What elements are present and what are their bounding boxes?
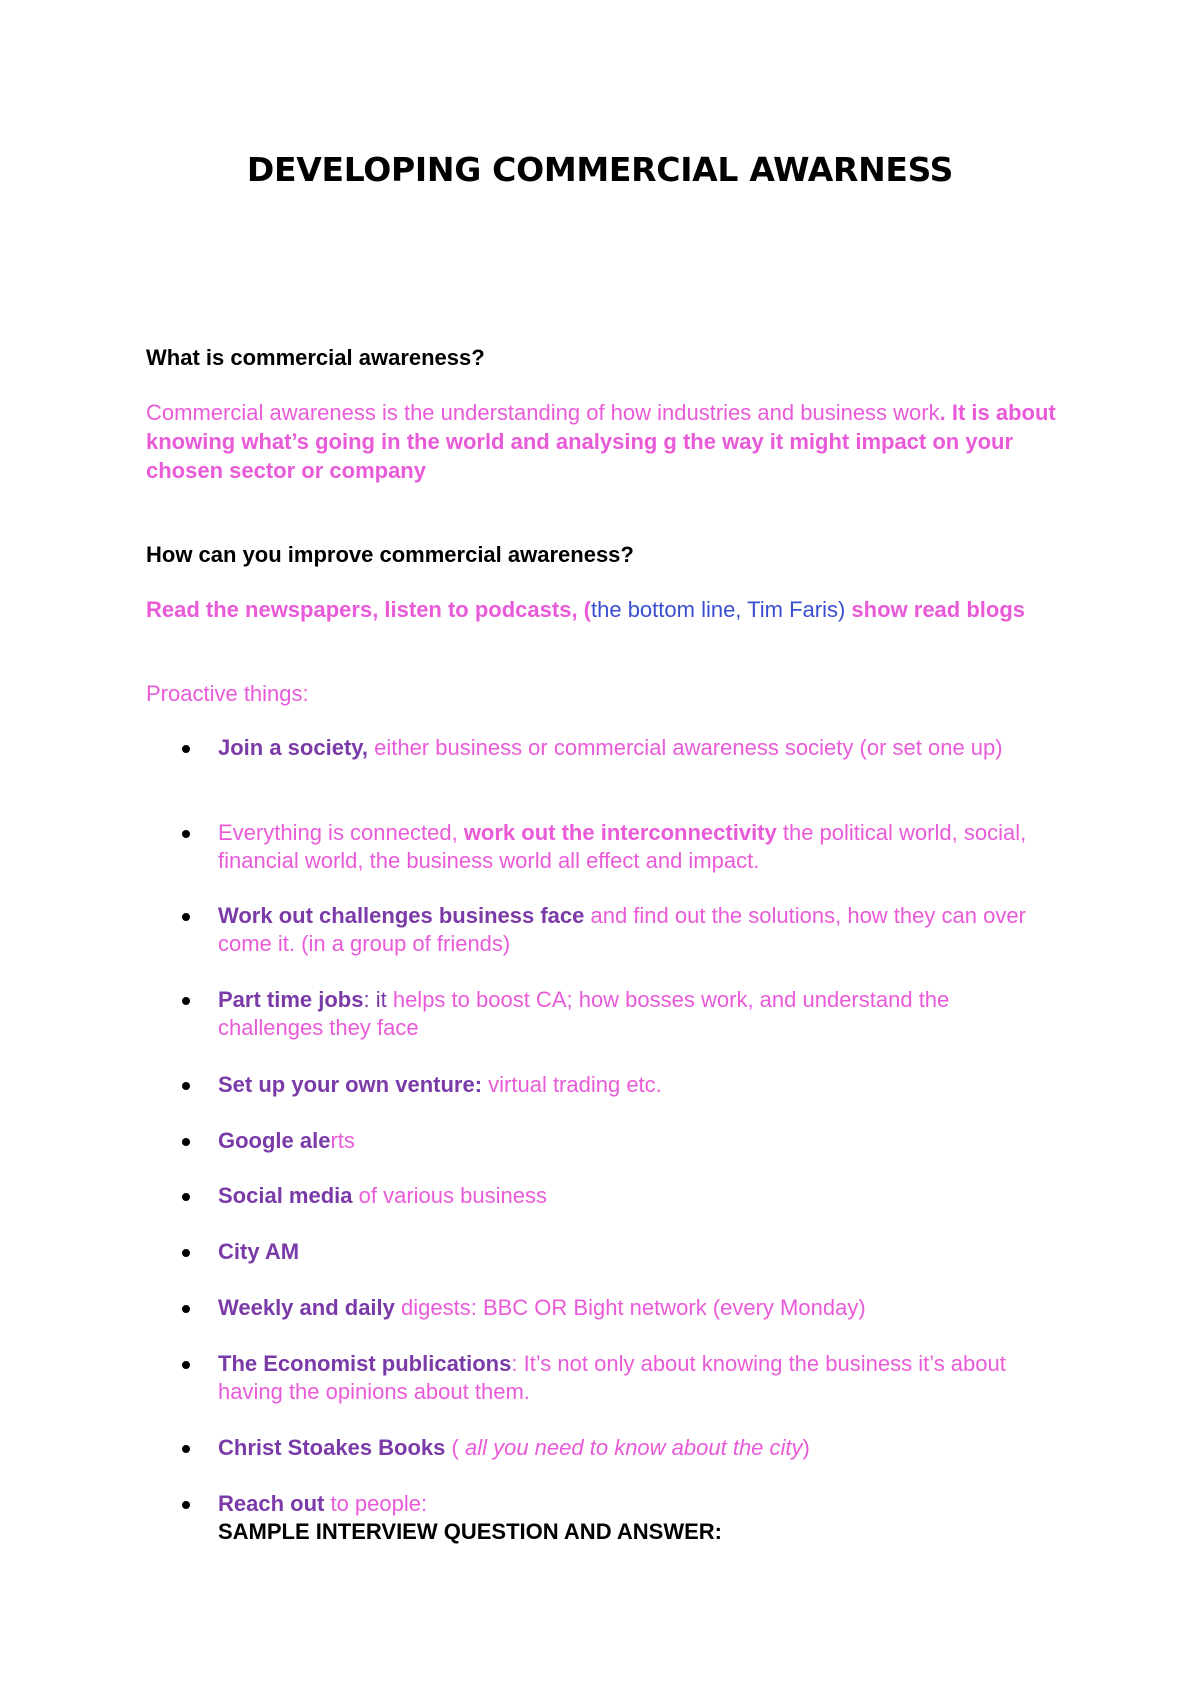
- item-text: to people:: [324, 1491, 428, 1516]
- bullet-icon: [182, 1249, 190, 1257]
- item-text: either business or commercial awareness society (or set one up): [367, 735, 1003, 760]
- item-bold: Set up your own venture:: [218, 1072, 483, 1097]
- bullet-icon: [182, 1193, 190, 1201]
- list-item: [218, 902, 1058, 958]
- list-item: [218, 819, 1058, 875]
- item-bold: Social media: [218, 1183, 353, 1208]
- bullet-icon: [182, 1445, 190, 1453]
- bullet-icon: [182, 1361, 190, 1369]
- item-bold: Work out challenges business face: [218, 903, 585, 928]
- list-item: [218, 734, 1058, 762]
- list-item: [218, 1182, 1058, 1210]
- page-title: DEVELOPING COMMERCIAL AWARNESS: [246, 150, 954, 189]
- podcast-names-text: the bottom line, Tim Faris): [591, 597, 846, 622]
- item-text: rts: [330, 1128, 355, 1153]
- item-text: : it: [363, 987, 387, 1012]
- item-bold: Part time jobs: [218, 987, 364, 1012]
- item-bold: Join a society,: [218, 735, 368, 760]
- sample-interview-heading: SAMPLE INTERVIEW QUESTION AND ANSWER:: [218, 1519, 722, 1544]
- bullet-icon: [182, 745, 190, 753]
- item-italic: all you need to know about the city: [464, 1435, 803, 1460]
- list-item: [218, 1127, 1058, 1155]
- list-item: [218, 1294, 1058, 1322]
- bullet-icon: [182, 913, 190, 921]
- read-newspapers-text: Read the newspapers, listen to podcasts, (: [146, 597, 591, 622]
- item-bold: Christ Stoakes Books: [218, 1435, 446, 1460]
- item-text: of various business: [352, 1183, 547, 1208]
- answer-bold-text: . It is about knowing what’s going in the world and analysing g the way it might impact on your chosen sector or company: [146, 400, 1056, 483]
- bullet-icon: [182, 1501, 190, 1509]
- list-item: [218, 986, 1058, 1042]
- item-text: (: [445, 1435, 465, 1460]
- show-read-blogs-text: show read blogs: [845, 597, 1026, 622]
- list-item: [218, 1434, 1058, 1462]
- item-text: and find out the solutions, how they can over come it. (in a group of friends): [218, 903, 1026, 956]
- item-text: digests: BBC OR Bight network (every Monday): [394, 1295, 866, 1320]
- item-text: the political world, social, financial world, the business world all effect and impact.: [218, 820, 1027, 873]
- item-bold: Weekly and daily: [218, 1295, 395, 1320]
- list-item: [218, 1350, 1058, 1406]
- answer-how-improve: [146, 595, 1066, 624]
- answer-plain-text: Commercial awareness is the understanding of how industries and business work: [146, 400, 940, 425]
- list-item: [218, 1238, 1058, 1266]
- question-how-improve: How can you improve commercial awareness?: [146, 542, 634, 567]
- item-text: : It’s not only about knowing the business it’s about having the opinions about them.: [218, 1351, 1006, 1404]
- bullet-icon: [182, 1305, 190, 1313]
- item-text: ): [802, 1435, 810, 1460]
- bullet-icon: [182, 1082, 190, 1090]
- item-bold: Reach out: [218, 1491, 325, 1516]
- question-what-is: What is commercial awareness?: [146, 345, 485, 370]
- item-text: virtual trading etc.: [482, 1072, 662, 1097]
- bullet-icon: [182, 1138, 190, 1146]
- list-item: [218, 1490, 1058, 1546]
- proactive-heading: Proactive things:: [146, 681, 309, 706]
- item-text: Everything is connected,: [218, 820, 464, 845]
- item-bold: City AM: [218, 1239, 300, 1264]
- list-item: [218, 1071, 1058, 1099]
- item-bold: The Economist publications: [218, 1351, 512, 1376]
- item-bold: work out the interconnectivity: [463, 820, 777, 845]
- item-text: helps to boost CA; how bosses work, and understand the challenges they face: [218, 987, 950, 1040]
- item-bold: Google ale: [218, 1128, 331, 1153]
- bullet-icon: [182, 830, 190, 838]
- bullet-icon: [182, 997, 190, 1005]
- answer-what-is: [146, 398, 1066, 485]
